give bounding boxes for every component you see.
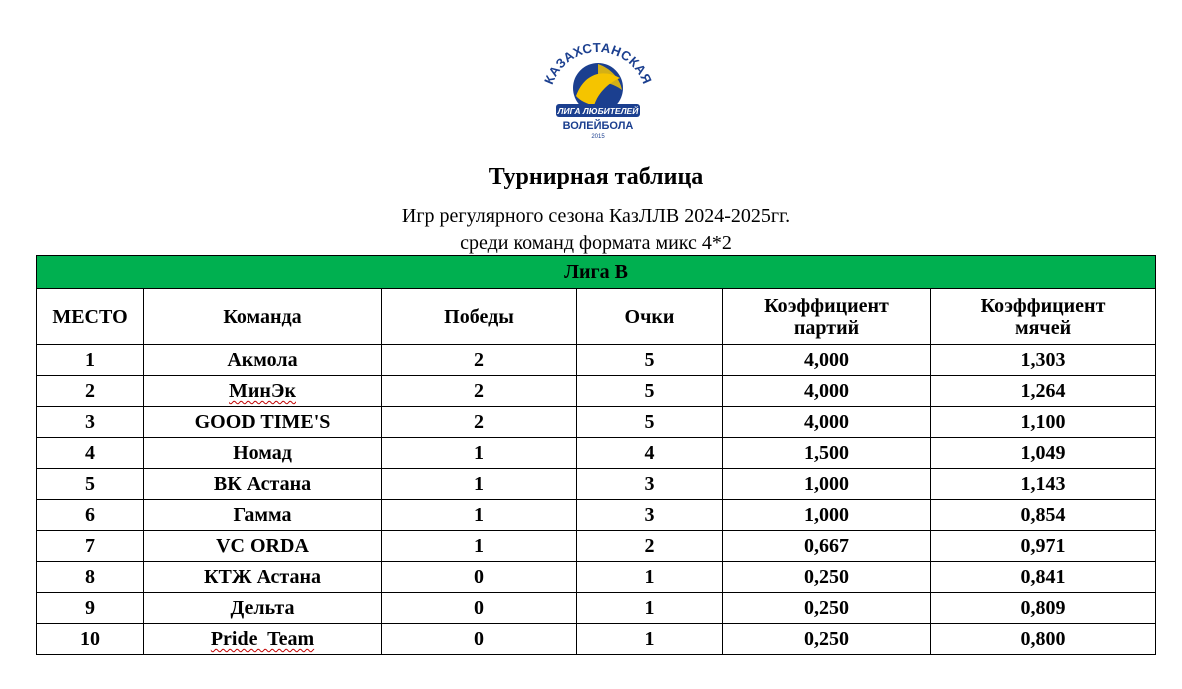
place-cell: 3 bbox=[37, 407, 144, 438]
team-cell: ВК Астана bbox=[144, 469, 382, 500]
header-ball-ratio-line2: мячей bbox=[1014, 316, 1072, 339]
team-cell bbox=[144, 376, 382, 407]
wins-cell: 2 bbox=[382, 376, 577, 407]
team-name: Pride Team bbox=[210, 628, 315, 650]
points-cell: 2 bbox=[577, 531, 723, 562]
team-name: МинЭк bbox=[228, 380, 296, 402]
header-set-ratio-line1: Коэффициент bbox=[764, 294, 889, 317]
table-row bbox=[37, 593, 1156, 624]
wins-cell: 1 bbox=[382, 469, 577, 500]
table-row bbox=[37, 345, 1156, 376]
set-ratio-cell: 0,250 bbox=[723, 562, 931, 593]
points-cell: 1 bbox=[577, 593, 723, 624]
wins-cell: 0 bbox=[382, 593, 577, 624]
place-cell: 5 bbox=[37, 469, 144, 500]
points-cell: 3 bbox=[577, 500, 723, 531]
place-cell: 10 bbox=[37, 624, 144, 655]
page-title: Турнирная таблица bbox=[488, 164, 704, 190]
table-row bbox=[37, 438, 1156, 469]
team-cell: VC ORDA bbox=[144, 531, 382, 562]
ball-ratio-cell: 1,264 bbox=[931, 376, 1156, 407]
ball-ratio-cell: 1,049 bbox=[931, 438, 1156, 469]
set-ratio-cell: 1,000 bbox=[723, 469, 931, 500]
points-cell: 4 bbox=[577, 438, 723, 469]
place-cell: 4 bbox=[37, 438, 144, 469]
wins-cell: 0 bbox=[382, 562, 577, 593]
ball-ratio-cell: 0,800 bbox=[931, 624, 1156, 655]
ball-ratio-cell: 0,854 bbox=[931, 500, 1156, 531]
table-row bbox=[37, 531, 1156, 562]
header-ball-ratio bbox=[931, 289, 1156, 345]
set-ratio-cell: 1,500 bbox=[723, 438, 931, 469]
header-ball-ratio-line1: Коэффициент bbox=[980, 294, 1106, 317]
logo-bottom-text: ВОЛЕЙБОЛА bbox=[562, 120, 634, 132]
set-ratio-cell: 0,250 bbox=[723, 593, 931, 624]
ball-ratio-cell: 1,143 bbox=[931, 469, 1156, 500]
set-ratio-cell: 0,667 bbox=[723, 531, 931, 562]
subtitle-format: среди команд формата микс 4*2 bbox=[460, 232, 732, 254]
table-row bbox=[37, 500, 1156, 531]
header-set-ratio bbox=[723, 289, 931, 345]
wins-cell: 2 bbox=[382, 345, 577, 376]
points-cell: 5 bbox=[577, 407, 723, 438]
league-header-row bbox=[37, 256, 1156, 289]
table-row bbox=[37, 562, 1156, 593]
points-cell: 3 bbox=[577, 469, 723, 500]
league-name: Лига B bbox=[37, 256, 1156, 289]
table-row bbox=[37, 407, 1156, 438]
wins-cell: 1 bbox=[382, 438, 577, 469]
team-cell: Акмола bbox=[144, 345, 382, 376]
league-logo bbox=[536, 34, 660, 144]
set-ratio-cell: 1,000 bbox=[723, 500, 931, 531]
subtitle-season: Игр регулярного сезона КазЛЛВ 2024-2025гг. bbox=[401, 205, 791, 227]
points-cell: 5 bbox=[577, 376, 723, 407]
wins-cell: 0 bbox=[382, 624, 577, 655]
wins-cell: 1 bbox=[382, 500, 577, 531]
points-cell: 5 bbox=[577, 345, 723, 376]
column-header-row bbox=[37, 289, 1156, 345]
place-cell: 9 bbox=[37, 593, 144, 624]
volleyball-logo-icon bbox=[536, 34, 660, 144]
set-ratio-cell: 4,000 bbox=[723, 376, 931, 407]
team-cell: GOOD TIME'S bbox=[144, 407, 382, 438]
header-team: Команда bbox=[144, 289, 382, 345]
header-place: МЕСТО bbox=[37, 289, 144, 345]
set-ratio-cell: 4,000 bbox=[723, 407, 931, 438]
team-cell: КТЖ Астана bbox=[144, 562, 382, 593]
logo-ribbon-text: ЛИГА ЛЮБИТЕЛЕЙ bbox=[557, 106, 639, 116]
team-cell: Номад bbox=[144, 438, 382, 469]
set-ratio-cell: 0,250 bbox=[723, 624, 931, 655]
ball-ratio-cell: 0,841 bbox=[931, 562, 1156, 593]
standings-table bbox=[36, 255, 1156, 655]
place-cell: 6 bbox=[37, 500, 144, 531]
ball-ratio-cell: 1,100 bbox=[931, 407, 1156, 438]
ball-ratio-cell: 0,809 bbox=[931, 593, 1156, 624]
header-wins: Победы bbox=[382, 289, 577, 345]
table-row bbox=[37, 469, 1156, 500]
header-points: Очки bbox=[577, 289, 723, 345]
table-row bbox=[37, 376, 1156, 407]
wins-cell: 2 bbox=[382, 407, 577, 438]
header-set-ratio-line2: партий bbox=[793, 316, 860, 339]
ball-ratio-cell: 1,303 bbox=[931, 345, 1156, 376]
points-cell: 1 bbox=[577, 624, 723, 655]
place-cell: 8 bbox=[37, 562, 144, 593]
place-cell: 2 bbox=[37, 376, 144, 407]
team-cell: Гамма bbox=[144, 500, 382, 531]
logo-year: 2015 bbox=[591, 134, 605, 140]
team-cell bbox=[144, 624, 382, 655]
set-ratio-cell: 4,000 bbox=[723, 345, 931, 376]
wins-cell: 1 bbox=[382, 531, 577, 562]
team-cell: Дельта bbox=[144, 593, 382, 624]
logo-arc-text: КАЗАХСТАНСКАЯ bbox=[541, 39, 655, 87]
table-row bbox=[37, 624, 1156, 655]
ball-ratio-cell: 0,971 bbox=[931, 531, 1156, 562]
place-cell: 1 bbox=[37, 345, 144, 376]
place-cell: 7 bbox=[37, 531, 144, 562]
points-cell: 1 bbox=[577, 562, 723, 593]
